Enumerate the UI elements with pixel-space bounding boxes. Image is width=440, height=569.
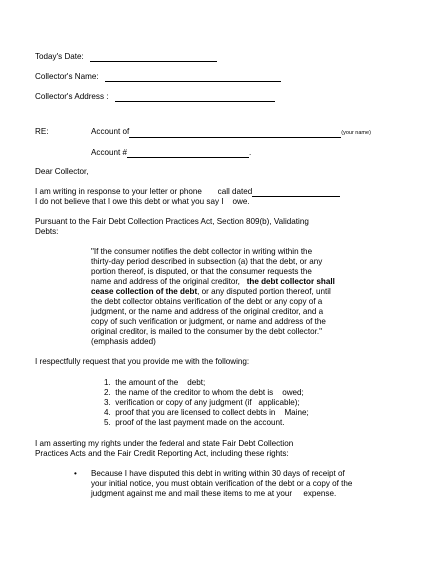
pursuant-line-2: Debts: xyxy=(35,227,59,236)
intro-text-2a: I do not believe that I owe this debt or what you say I xyxy=(35,197,224,206)
list-item-text: verification or copy of any judgment (if xyxy=(115,398,252,407)
list-item-number: 2. xyxy=(104,388,111,397)
list-item-number: 1. xyxy=(104,378,111,387)
account-number-suffix: . xyxy=(249,148,252,157)
list-item-number: 3. xyxy=(104,398,111,407)
list-item-text: the amount of the xyxy=(115,378,179,387)
collectors-name-label: Collector's Name: xyxy=(35,72,99,81)
list-item xyxy=(104,408,309,418)
quote-line-3: portion thereof, is disputed, or that the consumer requests the xyxy=(91,267,312,276)
todays-date-blank[interactable] xyxy=(90,53,217,62)
quote-emphasis-4: the debt collector shall xyxy=(246,277,335,286)
intro-text-2b: owe. xyxy=(232,197,250,206)
quote-line-8: copy of such verification or judgment, or name and address of the xyxy=(91,317,326,326)
list-item-text-tail: applicable); xyxy=(258,398,300,407)
list-item-number: 5. xyxy=(104,418,111,427)
account-of-blank[interactable] xyxy=(129,129,341,138)
list-item-text: proof of the last payment made on the account. xyxy=(115,418,285,427)
list-item xyxy=(104,398,300,408)
quote-line-5 xyxy=(91,287,331,297)
quote-line-7: judgment, or the name and address of the original creditor, and a xyxy=(91,307,324,316)
pursuant-line-1: Pursuant to the Fair Debt Collection Practices Act, Section 809(b), Validating xyxy=(35,217,309,226)
bullet-line-3 xyxy=(91,489,336,499)
quote-line-6: the debt collector obtains verification of the debt or any copy of a xyxy=(91,297,323,306)
quote-text-5b: , or any disputed portion thereof, until xyxy=(197,287,331,296)
rights-line-2: Practices Acts and the Fair Credit Reporting Act, including these rights: xyxy=(35,449,289,458)
collectors-name-blank[interactable] xyxy=(105,73,281,82)
intro-text-1b: call dated xyxy=(217,187,253,196)
quote-text-4a: name and address of the original creditor, xyxy=(91,277,240,286)
bullet-line-1: Because I have disputed this debt in writing within 30 days of receipt of xyxy=(91,469,345,478)
collectors-address-label: Collector's Address : xyxy=(35,92,109,101)
list-item-text: the name of the creditor to whom the debt is xyxy=(115,388,274,397)
collectors-name-row xyxy=(35,72,281,82)
list-item xyxy=(104,418,284,428)
rights-line-1: I am asserting my rights under the federal and state Fair Debt Collection xyxy=(35,439,294,448)
bullet-icon: • xyxy=(74,469,77,478)
todays-date-row xyxy=(35,52,217,62)
list-item-text: proof that you are licensed to collect debts in xyxy=(115,408,276,417)
account-of-label: Account of xyxy=(91,127,130,136)
list-item-text-tail: debt; xyxy=(187,378,206,387)
list-item xyxy=(104,378,205,388)
request-line: I respectfully request that you provide me with the following: xyxy=(35,357,250,366)
quote-line-10: (emphasis added) xyxy=(91,337,156,346)
call-date-blank[interactable] xyxy=(252,188,340,197)
collectors-address-row xyxy=(35,92,275,102)
quote-line-1: "If the consumer notifies the debt collector in writing within the xyxy=(91,247,313,256)
collectors-address-blank[interactable] xyxy=(115,93,275,102)
your-name-hint: (your name) xyxy=(341,130,371,136)
list-item-text-tail: owed; xyxy=(282,388,304,397)
quote-line-9: original creditor, is mailed to the consumer by the debt collector." xyxy=(91,327,322,336)
account-number-blank[interactable] xyxy=(127,148,252,158)
list-item-text-tail: Maine; xyxy=(284,408,309,417)
quote-emphasis-5: cease collection of the debt xyxy=(91,287,198,296)
re-label: RE: xyxy=(35,127,49,136)
bullet-text-3a: judgment against me and mail these items to me at your xyxy=(91,489,293,498)
bullet-text-3b: expense. xyxy=(303,489,337,498)
account-number-row xyxy=(91,148,251,158)
todays-date-label: Today's Date: xyxy=(35,52,84,61)
quote-line-4 xyxy=(91,277,335,287)
quote-line-2: thirty-day period described in subsection (a) that the debt, or any xyxy=(91,257,323,266)
account-of-row xyxy=(91,127,371,138)
intro-text-1a: I am writing in response to your letter or phone xyxy=(35,187,202,196)
list-item-number: 4. xyxy=(104,408,111,417)
greeting: Dear Collector, xyxy=(35,167,89,176)
list-item xyxy=(104,388,304,398)
account-number-label: Account # xyxy=(91,148,127,157)
intro-line-1 xyxy=(35,187,340,197)
intro-line-2 xyxy=(35,197,250,207)
bullet-line-2: your initial notice, you must obtain verification of the debt or a copy of the xyxy=(91,479,353,488)
